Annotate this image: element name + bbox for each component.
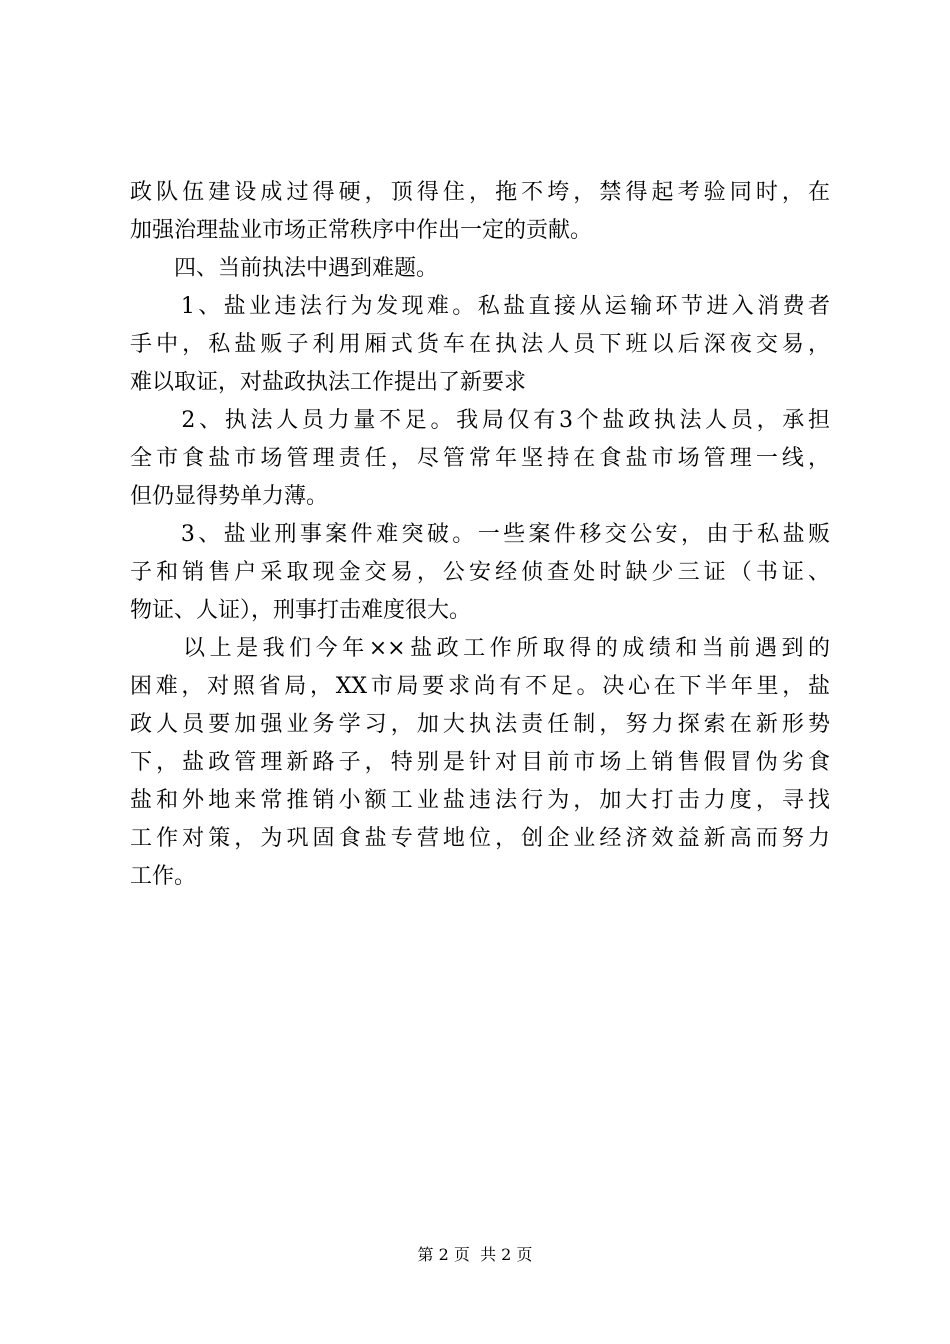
text-line: 物证、人证），刑事打击难度很大。: [130, 598, 472, 623]
text-line: 政队伍建设成过得硬，顶得住，拖不垮，禁得起考验同时，在: [130, 180, 830, 205]
text-line: 但仍显得势单力薄。: [130, 484, 329, 509]
text-line: 子和销售户采取现金交易，公安经侦查处时缺少三证（书证、: [130, 560, 830, 585]
page-number-footer: 第 2 页 共 2 页: [417, 1245, 533, 1264]
text-line: 政人员要加强业务学习，加大执法责任制，努力探索在新形势: [130, 712, 830, 737]
text-line: 加强治理盐业市场正常秩序中作出一定的贡献。: [130, 218, 593, 243]
text-line: 盐和外地来常推销小额工业盐违法行为，加大打击力度，寻找: [130, 788, 830, 813]
text-line: 困难，对照省局，XX市局要求尚有不足。决心在下半年里，盐: [130, 674, 830, 699]
text-line: 2、执法人员力量不足。我局仅有3个盐政执法人员，承担: [130, 408, 830, 433]
text-line: 工作。: [130, 864, 197, 889]
text-line: 3、盐业刑事案件难突破。一些案件移交公安，由于私盐贩: [130, 522, 830, 547]
text-line: 工作对策，为巩固食盐专营地位，创企业经济效益新高而努力: [130, 826, 830, 851]
section-heading: 四、当前执法中遇到难题。: [130, 256, 439, 281]
text-line: 手中，私盐贩子利用厢式货车在执法人员下班以后深夜交易，: [130, 332, 830, 357]
text-line: 全市食盐市场管理责任，尽管常年坚持在食盐市场管理一线，: [130, 446, 830, 471]
text-line: 1、盐业违法行为发现难。私盐直接从运输环节进入消费者: [130, 294, 830, 319]
text-line: 难以取证，对盐政执法工作提出了新要求: [130, 370, 527, 395]
text-line: 以上是我们今年××盐政工作所取得的成绩和当前遇到的: [130, 636, 830, 661]
document-body: [130, 174, 830, 896]
text-line: 下，盐政管理新路子，特别是针对目前市场上销售假冒伪劣食: [130, 750, 830, 775]
